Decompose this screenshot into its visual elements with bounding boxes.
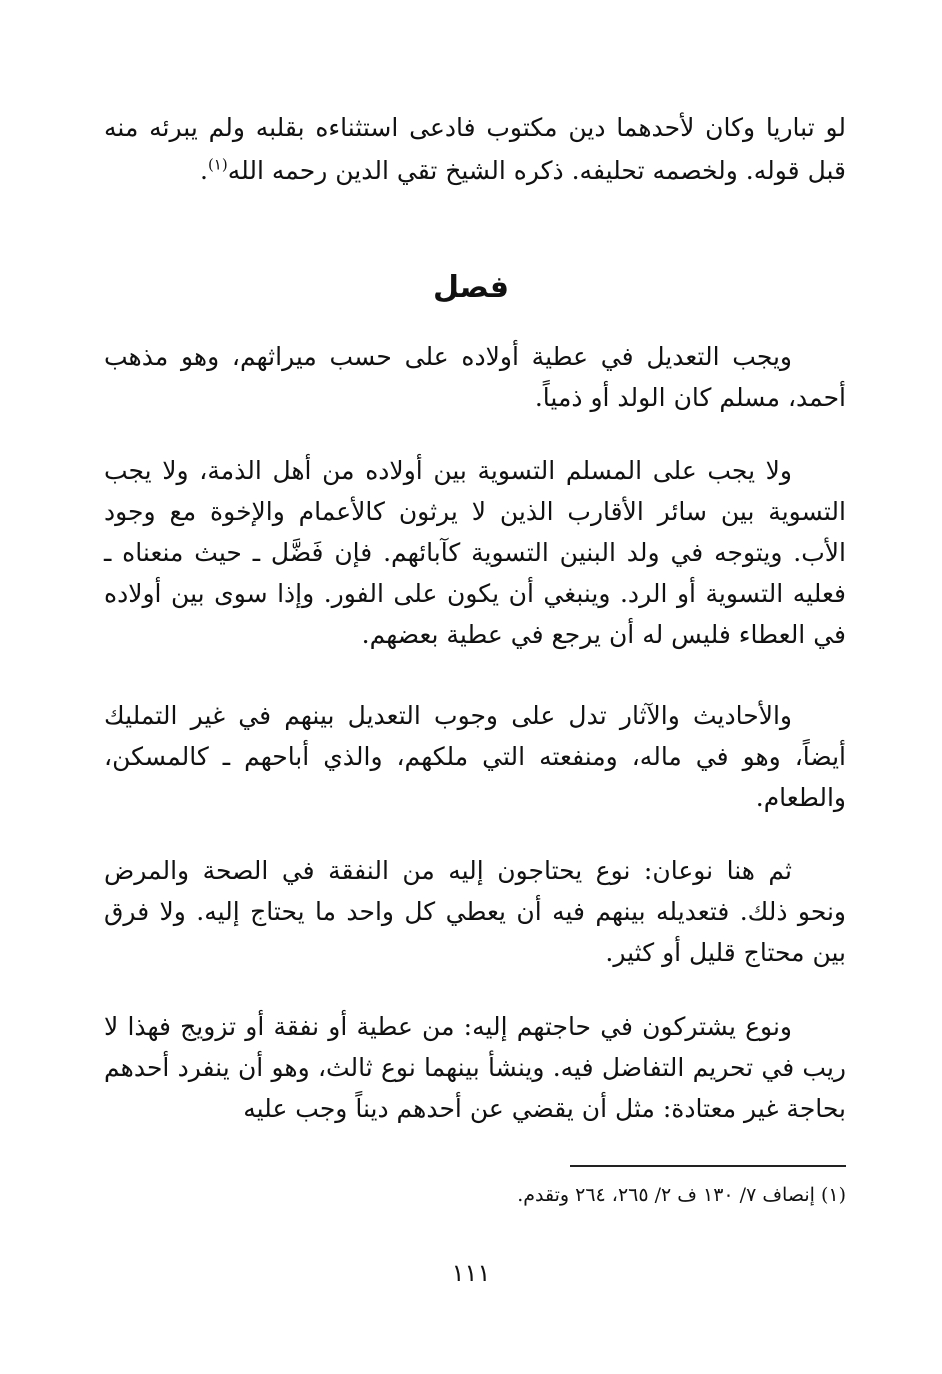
paragraph-text: لو تباريا وكان لأحدهما دين مكتوب فادعى استثناءه بقلبه ولم يبرئه منه قبل قوله. ولخصمه تحليفه. ذكره الشيخ تقي الدين رحمه الله (104, 113, 846, 185)
section-heading: فصل (433, 270, 509, 305)
paragraph-text: ويجب التعديل في عطية أولاده على حسب ميراثهم، وهو مذهب أحمد، مسلم كان الولد أو ذمياً. (104, 342, 846, 412)
paragraph-5 (104, 1006, 846, 1129)
paragraph-end-mark: . (199, 156, 208, 185)
footnote (104, 1180, 846, 1210)
paragraph-text: ثم هنا نوعان: نوع يحتاجون إليه من النفقة في الصحة والمرض ونحو ذلك. فتعديله بينهم فيه أن يعطي كل واحد ما يحتاج إليه. ولا فرق بين محتاج قليل أو كثير. (104, 856, 846, 967)
footnote-reference: (١) (207, 155, 228, 174)
paragraph-continued (104, 106, 846, 192)
footnote-divider (570, 1165, 846, 1167)
footnote-text: إنصاف ٧/ ١٣٠ ف ٢/ ٢٦٥، ٢٦٤ وتقدم. (517, 1184, 815, 1206)
paragraph-text: والأحاديث والآثار تدل على وجوب التعديل بينهم في غير التمليك أيضاً، وهو في ماله، ومنفعته التي ملكهم، والذي أباحهم ـ كالمسكن، والطعام. (104, 701, 846, 812)
paragraph-3 (104, 695, 846, 818)
paragraph-1 (104, 336, 846, 418)
paragraph-4 (104, 850, 846, 973)
paragraph-2 (104, 450, 846, 655)
paragraph-text: ونوع يشتركون في حاجتهم إليه: من عطية أو نفقة أو تزويج فهذا لا ريب في تحريم التفاضل فيه. وينشأ بينهما نوع ثالث، وهو أن ينفرد أحدهم بحاجة غير معتادة: مثل أن يقضي عن أحدهم ديناً وجب عليه (104, 1012, 846, 1123)
paragraph-text: ولا يجب على المسلم التسوية بين أولاده من أهل الذمة، ولا يجب التسوية بين سائر الأقارب الذين لا يرثون كالأعمام والإخوة مع وجود الأب. ويتوجه في ولد البنين التسوية كآبائهم. فإن فَضَّل ـ حيث منعناه ـ فعليه التسوية أو الرد. وينبغي أن يكون على الفور. وإذا سوى بين أولاده في العطاء فليس له أن يرجع في عطية بعضهم. (104, 456, 846, 649)
footnote-marker: (١) (820, 1184, 846, 1206)
page-number: ١١١ (451, 1259, 491, 1287)
